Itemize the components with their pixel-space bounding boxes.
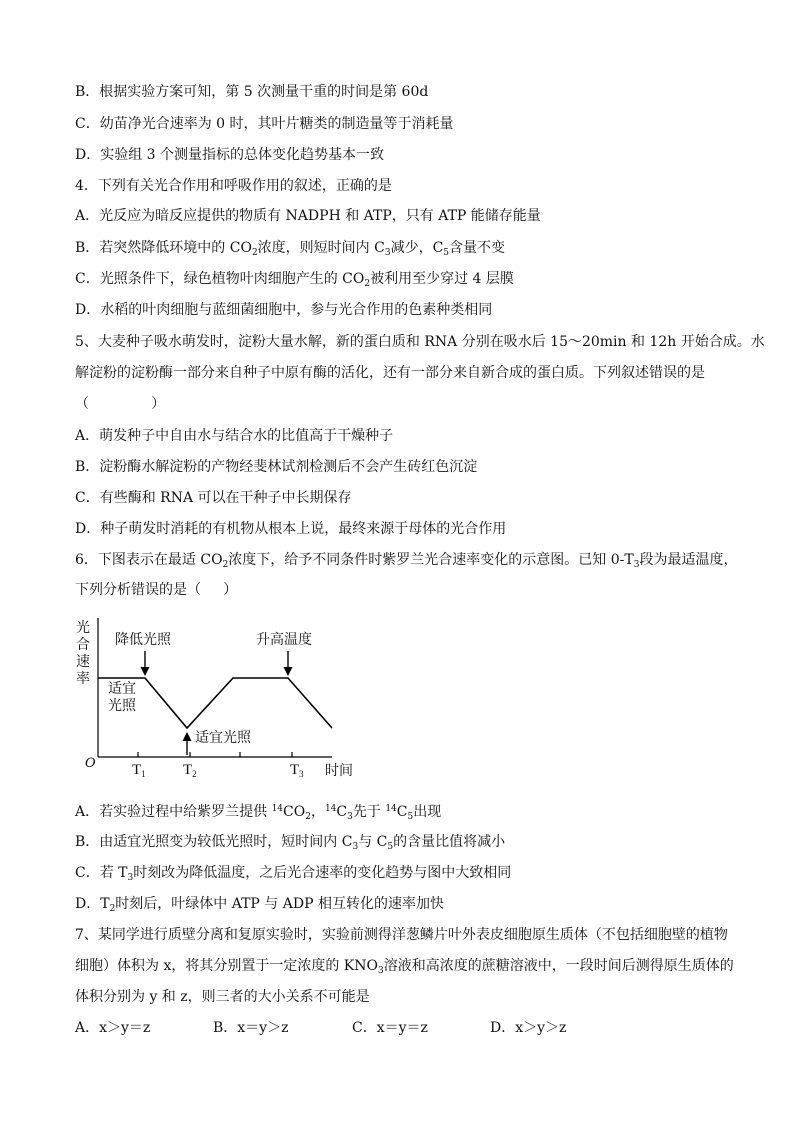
- text-run: D．T: [75, 896, 110, 912]
- q7-stem-line-1: 7、某同学进行质壁分离和复原实验时，实验前测得洋葱鳞片叶外表皮细胞原生质体（不包括细胞壁的植物: [75, 927, 728, 943]
- subscript: 2: [109, 904, 116, 914]
- text-run: T: [290, 762, 300, 778]
- text-run: 浓度，则短时间内 C: [257, 240, 385, 256]
- tick-label-t3: [290, 762, 304, 779]
- q3-option-c: C．幼苗净光合速率为 0 时，其叶片糖类的制造量等于消耗量: [75, 116, 454, 132]
- text-run: B．由适宜光照变为较低光照时，短时间内 C: [75, 834, 353, 850]
- q5-answer-blank: （ ）: [75, 396, 166, 412]
- superscript: 14: [324, 804, 337, 814]
- text-run: C．光照条件下，绿色植物叶肉细胞产生的 CO: [75, 271, 365, 287]
- text-run: 的含量比值将减小: [393, 834, 506, 850]
- subscript: 5: [443, 248, 450, 258]
- q7-stem-line-2: [75, 956, 734, 976]
- text-run: A．若实验过程中给紫罗兰提供: [75, 804, 272, 820]
- text-run: 段为最适温度，: [639, 552, 738, 568]
- superscript: 14: [385, 804, 397, 814]
- q7-option-c: C．x＝y＝z: [352, 1020, 428, 1036]
- text-run: 时刻改为降低温度，之后光合速率的变化趋势与图中大致相同: [133, 865, 512, 881]
- q4-option-b: [75, 238, 505, 258]
- text-run: 与 C: [358, 834, 388, 850]
- text-run: 溶液和高浓度的蔗糖溶液中，一段时间后测得原生质体的: [383, 958, 734, 974]
- photosynthesis-rate-figure: [70, 612, 370, 787]
- subscript: 3: [377, 966, 384, 976]
- q7-option-a: A．x＞y＝z: [75, 1020, 151, 1036]
- annotation-reduce-light: 降低光照: [115, 632, 171, 648]
- q5-option-b: B．淀粉酶水解淀粉的产物经斐林试剂检测后不会产生砖红色沉淀: [75, 459, 478, 475]
- y-axis-label: 光合速率: [76, 620, 90, 687]
- q4-option-d: D．水稻的叶肉细胞与蓝细菌细胞中，参与光合作用的色素种类相同: [75, 302, 493, 318]
- text-run: T: [183, 762, 193, 778]
- text-run: 6．下图表示在最适 CO: [75, 552, 223, 568]
- subscript: 3: [299, 769, 304, 779]
- text-run: 减少，C: [390, 240, 444, 256]
- subscript: 5: [407, 812, 414, 822]
- q5-option-c: C．有些酶和 RNA 可以在干种子中长期保存: [75, 490, 352, 506]
- q7-option-b: B．x＝y＞z: [213, 1020, 289, 1036]
- q5-stem-line-1: 5、大麦种子吸水萌发时，淀粉大量水解，新的蛋白质和 RNA 分别在吸水后 15～20min 和 12h 开始合成。水: [75, 334, 765, 350]
- q4-option-c: [75, 269, 514, 289]
- subscript: 5: [387, 842, 394, 852]
- text-run: ，: [310, 804, 325, 820]
- q7-stem-line-3: 体积分别为 y 和 z，则三者的大小关系不可能是: [75, 989, 370, 1005]
- subscript: 1: [141, 769, 146, 779]
- q6-option-a: [75, 802, 441, 822]
- subscript: 2: [192, 769, 197, 779]
- x-axis-label: 时间: [325, 763, 353, 779]
- subscript: 2: [305, 812, 311, 822]
- subscript: 3: [384, 248, 391, 258]
- subscript: 3: [352, 842, 359, 852]
- subscript: 2: [364, 279, 371, 289]
- text-run: 先于: [352, 804, 386, 820]
- superscript: 14: [271, 804, 284, 814]
- text-run: T: [132, 762, 142, 778]
- text-run: 细胞）体积为 x，将其分别置于一定浓度的 KNO: [75, 958, 378, 974]
- q6-option-b: [75, 832, 505, 852]
- subscript: 3: [633, 560, 640, 570]
- subscript: 3: [347, 812, 353, 822]
- text-run: 时刻后，叶绿体中 ATP 与 ADP 相互转化的速率加快: [115, 896, 444, 912]
- annotation-suitable-light-bottom: 适宜光照: [195, 730, 251, 746]
- q5-option-a: A．萌发种子中自由水与结合水的比值高于干燥种子: [75, 428, 394, 444]
- origin-label: O: [85, 756, 96, 771]
- q7-option-d: D．x＞y＞z: [490, 1020, 567, 1036]
- q3-option-d: D．实验组 3 个测量指标的总体变化趋势基本一致: [75, 147, 385, 163]
- text-run: 被利用至少穿过 4 层膜: [370, 271, 514, 287]
- annotation-raise-temperature: 升高温度: [256, 632, 312, 648]
- annotation-suitable-light-left: 适宜光照: [108, 681, 136, 714]
- text-run: C: [396, 804, 408, 820]
- text-run: 浓度下，给予不同条件时紫罗兰光合速率变化的示意图。已知 0-T: [228, 552, 634, 568]
- q6-stem-line-2: 下列分析错误的是（ ）: [75, 582, 238, 598]
- arrow-reduce-light-head: [141, 667, 150, 676]
- q4-stem: 4．下列有关光合作用和呼吸作用的叙述，正确的是: [75, 178, 392, 194]
- arrow-suitable-light-head: [183, 732, 192, 741]
- text-run: C．若 T: [75, 865, 128, 881]
- q6-stem-line-1: [75, 550, 737, 570]
- tick-label-t1: [132, 762, 146, 779]
- q5-stem-line-2: 解淀粉的淀粉酶一部分来自种子中原有酶的活化，还有一部分来自新合成的蛋白质。下列叙述错误的是: [75, 365, 705, 381]
- text-run: CO: [283, 804, 306, 820]
- q6-option-c: [75, 863, 511, 883]
- subscript: 2: [251, 248, 258, 258]
- subscript: 2: [222, 560, 229, 570]
- text-run: C: [336, 804, 348, 820]
- q5-option-d: D．种子萌发时消耗的有机物从根本上说，最终来源于母体的光合作用: [75, 521, 507, 537]
- text-run: 出现: [413, 804, 442, 820]
- text-run: 含量不变: [449, 240, 506, 256]
- tick-label-t2: [183, 762, 197, 779]
- text-run: B．若突然降低环境中的 CO: [75, 240, 252, 256]
- q6-option-d: [75, 894, 444, 914]
- arrow-raise-temp-head: [284, 667, 293, 676]
- q3-option-b: B．根据实验方案可知，第 5 次测量干重的时间是第 60d: [75, 84, 429, 100]
- q4-option-a: A．光反应为暗反应提供的物质有 NADPH 和 ATP，只有 ATP 能储存能量: [75, 208, 541, 224]
- subscript: 3: [127, 873, 134, 883]
